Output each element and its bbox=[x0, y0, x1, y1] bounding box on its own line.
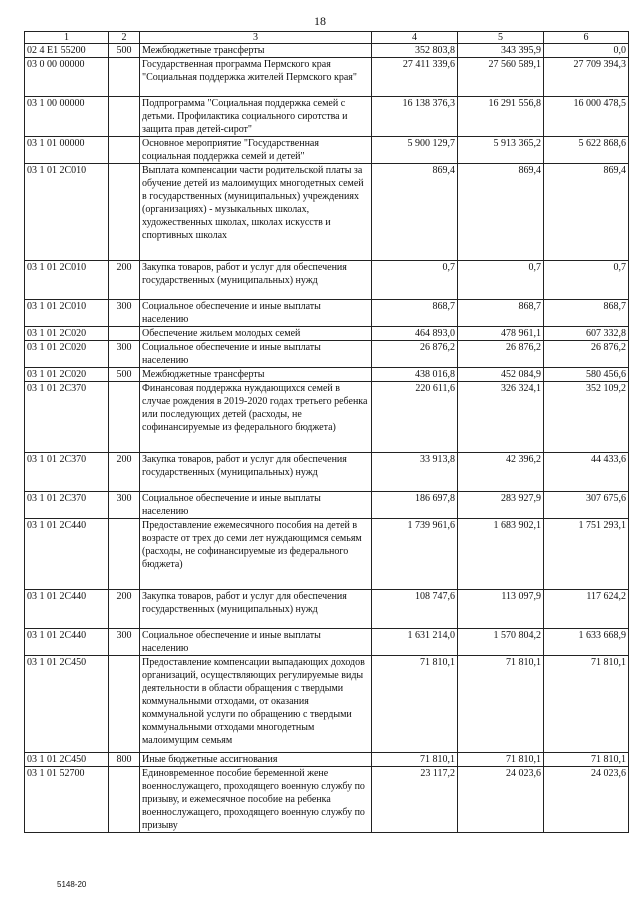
row-description: Предоставление компенсации выпадающих доходов организаций, осуществляющих регулируемые виды деятельности в области обращения с твердыми коммунальными отходами, от оказания коммунальной услуги по обращению с твердыми коммунальными отходами многодетным малоимущим семьям bbox=[140, 656, 372, 753]
row-expense-type: 300 bbox=[109, 492, 140, 519]
row-amount-col4: 186 697,8 bbox=[372, 492, 458, 519]
row-amount-col6: 607 332,8 bbox=[544, 327, 629, 341]
row-code: 03 1 01 2С440 bbox=[25, 519, 109, 590]
table-row bbox=[25, 137, 629, 164]
budget-table bbox=[24, 31, 629, 833]
table-row bbox=[25, 629, 629, 656]
row-amount-col4: 1 631 214,0 bbox=[372, 629, 458, 656]
row-code: 03 1 01 2С450 bbox=[25, 656, 109, 753]
row-description: Подпрограмма "Социальная поддержка семей с детьми. Профилактика социального сиротства и защита прав детей-сирот" bbox=[140, 97, 372, 137]
column-header-2: 2 bbox=[109, 32, 140, 44]
document-footer-code: 5148-20 bbox=[57, 880, 87, 889]
column-header-3: 3 bbox=[140, 32, 372, 44]
table-row bbox=[25, 97, 629, 137]
row-description: Основное мероприятие "Государственная социальная поддержка семей и детей" bbox=[140, 137, 372, 164]
row-expense-type: 200 bbox=[109, 590, 140, 629]
row-amount-col6: 71 810,1 bbox=[544, 656, 629, 753]
row-amount-col6: 0,0 bbox=[544, 44, 629, 58]
row-expense-type: 800 bbox=[109, 753, 140, 767]
row-amount-col4: 0,7 bbox=[372, 261, 458, 300]
row-description: Межбюджетные трансферты bbox=[140, 44, 372, 58]
table-row bbox=[25, 327, 629, 341]
table-row bbox=[25, 341, 629, 368]
row-amount-col5: 1 570 804,2 bbox=[458, 629, 544, 656]
header-row bbox=[25, 32, 629, 44]
row-amount-col5: 5 913 365,2 bbox=[458, 137, 544, 164]
row-description: Социальное обеспечение и иные выплаты населению bbox=[140, 629, 372, 656]
row-amount-col4: 26 876,2 bbox=[372, 341, 458, 368]
row-expense-type bbox=[109, 519, 140, 590]
row-amount-col5: 16 291 556,8 bbox=[458, 97, 544, 137]
row-code: 03 1 01 00000 bbox=[25, 137, 109, 164]
table-row bbox=[25, 44, 629, 58]
row-expense-type: 500 bbox=[109, 368, 140, 382]
row-code: 03 1 01 2С010 bbox=[25, 261, 109, 300]
row-expense-type: 200 bbox=[109, 261, 140, 300]
table-row bbox=[25, 453, 629, 492]
row-amount-col5: 71 810,1 bbox=[458, 753, 544, 767]
row-expense-type: 300 bbox=[109, 300, 140, 327]
row-amount-col4: 108 747,6 bbox=[372, 590, 458, 629]
row-expense-type bbox=[109, 656, 140, 753]
row-expense-type bbox=[109, 767, 140, 833]
table-row bbox=[25, 382, 629, 453]
row-code: 03 1 01 2С010 bbox=[25, 164, 109, 261]
column-header-6: 6 bbox=[544, 32, 629, 44]
row-amount-col5: 452 084,9 bbox=[458, 368, 544, 382]
row-description: Социальное обеспечение и иные выплаты населению bbox=[140, 300, 372, 327]
row-expense-type: 500 bbox=[109, 44, 140, 58]
row-description: Обеспечение жильем молодых семей bbox=[140, 327, 372, 341]
row-amount-col5: 869,4 bbox=[458, 164, 544, 261]
row-amount-col5: 0,7 bbox=[458, 261, 544, 300]
row-description: Предоставление ежемесячного пособия на детей в возрасте от трех до семи лет нуждающимся семьям (расходы, не софинансируемые из федерального бюджета) bbox=[140, 519, 372, 590]
row-description: Финансовая поддержка нуждающихся семей в случае рождения в 2019-2020 годах третьего ребенка или последующих детей (расходы, не софинансируемые из федерального бюджета) bbox=[140, 382, 372, 453]
row-amount-col4: 23 117,2 bbox=[372, 767, 458, 833]
row-amount-col4: 71 810,1 bbox=[372, 753, 458, 767]
row-code: 03 1 01 2С010 bbox=[25, 300, 109, 327]
table-row bbox=[25, 590, 629, 629]
row-amount-col4: 27 411 339,6 bbox=[372, 58, 458, 97]
row-amount-col6: 1 633 668,9 bbox=[544, 629, 629, 656]
row-description: Социальное обеспечение и иные выплаты населению bbox=[140, 341, 372, 368]
row-code: 03 1 01 2С020 bbox=[25, 327, 109, 341]
row-expense-type: 300 bbox=[109, 629, 140, 656]
row-amount-col6: 16 000 478,5 bbox=[544, 97, 629, 137]
page-number: 18 bbox=[314, 14, 326, 28]
row-code: 03 1 00 00000 bbox=[25, 97, 109, 137]
row-amount-col5: 283 927,9 bbox=[458, 492, 544, 519]
table-row bbox=[25, 492, 629, 519]
row-amount-col5: 343 395,9 bbox=[458, 44, 544, 58]
column-header-5: 5 bbox=[458, 32, 544, 44]
row-expense-type bbox=[109, 137, 140, 164]
row-amount-col6: 27 709 394,3 bbox=[544, 58, 629, 97]
row-amount-col4: 352 803,8 bbox=[372, 44, 458, 58]
row-code: 03 1 01 2С020 bbox=[25, 341, 109, 368]
row-amount-col4: 438 016,8 bbox=[372, 368, 458, 382]
table-row bbox=[25, 58, 629, 97]
row-amount-col5: 24 023,6 bbox=[458, 767, 544, 833]
table-row bbox=[25, 261, 629, 300]
row-amount-col6: 868,7 bbox=[544, 300, 629, 327]
row-amount-col5: 478 961,1 bbox=[458, 327, 544, 341]
table-row bbox=[25, 753, 629, 767]
row-amount-col6: 26 876,2 bbox=[544, 341, 629, 368]
row-amount-col5: 1 683 902,1 bbox=[458, 519, 544, 590]
row-amount-col6: 44 433,6 bbox=[544, 453, 629, 492]
row-amount-col6: 24 023,6 bbox=[544, 767, 629, 833]
row-description: Закупка товаров, работ и услуг для обеспечения государственных (муниципальных) нужд bbox=[140, 590, 372, 629]
row-code: 03 1 01 52700 bbox=[25, 767, 109, 833]
row-expense-type bbox=[109, 382, 140, 453]
row-amount-col5: 326 324,1 bbox=[458, 382, 544, 453]
table-row bbox=[25, 519, 629, 590]
row-amount-col5: 27 560 589,1 bbox=[458, 58, 544, 97]
row-amount-col5: 42 396,2 bbox=[458, 453, 544, 492]
row-description: Государственная программа Пермского края "Социальная поддержка жителей Пермского края" bbox=[140, 58, 372, 97]
row-amount-col6: 5 622 868,6 bbox=[544, 137, 629, 164]
row-code: 03 1 01 2С020 bbox=[25, 368, 109, 382]
row-description: Социальное обеспечение и иные выплаты населению bbox=[140, 492, 372, 519]
row-amount-col6: 869,4 bbox=[544, 164, 629, 261]
row-code: 03 1 01 2С450 bbox=[25, 753, 109, 767]
table-row bbox=[25, 164, 629, 261]
row-expense-type bbox=[109, 327, 140, 341]
row-expense-type: 200 bbox=[109, 453, 140, 492]
row-description: Межбюджетные трансферты bbox=[140, 368, 372, 382]
row-code: 03 1 01 2С370 bbox=[25, 382, 109, 453]
table-row bbox=[25, 767, 629, 833]
row-amount-col6: 352 109,2 bbox=[544, 382, 629, 453]
row-amount-col5: 26 876,2 bbox=[458, 341, 544, 368]
row-amount-col5: 71 810,1 bbox=[458, 656, 544, 753]
row-code: 03 0 00 00000 bbox=[25, 58, 109, 97]
row-code: 03 1 01 2С370 bbox=[25, 492, 109, 519]
row-code: 02 4 E1 55200 bbox=[25, 44, 109, 58]
row-amount-col4: 868,7 bbox=[372, 300, 458, 327]
column-header-4: 4 bbox=[372, 32, 458, 44]
column-header-1: 1 bbox=[25, 32, 109, 44]
table-row bbox=[25, 656, 629, 753]
row-expense-type bbox=[109, 164, 140, 261]
row-code: 03 1 01 2С440 bbox=[25, 629, 109, 656]
row-amount-col6: 117 624,2 bbox=[544, 590, 629, 629]
row-code: 03 1 01 2С440 bbox=[25, 590, 109, 629]
row-amount-col4: 16 138 376,3 bbox=[372, 97, 458, 137]
row-amount-col4: 464 893,0 bbox=[372, 327, 458, 341]
row-amount-col4: 1 739 961,6 bbox=[372, 519, 458, 590]
row-description: Единовременное пособие беременной жене военнослужащего, проходящего военную службу по призыву, и ежемесячное пособие на ребенка военнослужащего, проходящего военную службу по призыву bbox=[140, 767, 372, 833]
row-amount-col4: 869,4 bbox=[372, 164, 458, 261]
row-amount-col6: 307 675,6 bbox=[544, 492, 629, 519]
row-amount-col4: 220 611,6 bbox=[372, 382, 458, 453]
row-amount-col4: 71 810,1 bbox=[372, 656, 458, 753]
row-description: Иные бюджетные ассигнования bbox=[140, 753, 372, 767]
row-expense-type: 300 bbox=[109, 341, 140, 368]
row-amount-col6: 1 751 293,1 bbox=[544, 519, 629, 590]
row-description: Закупка товаров, работ и услуг для обеспечения государственных (муниципальных) нужд bbox=[140, 261, 372, 300]
row-description: Выплата компенсации части родительской платы за обучение детей из малоимущих многодетных семей в государственных (муниципальных) учреждениях (организациях) - музыкальных школах, художественных школах, школах искусств и спортивных школах bbox=[140, 164, 372, 261]
table-row bbox=[25, 368, 629, 382]
row-amount-col4: 5 900 129,7 bbox=[372, 137, 458, 164]
row-amount-col6: 580 456,6 bbox=[544, 368, 629, 382]
row-description: Закупка товаров, работ и услуг для обеспечения государственных (муниципальных) нужд bbox=[140, 453, 372, 492]
row-amount-col5: 113 097,9 bbox=[458, 590, 544, 629]
row-amount-col5: 868,7 bbox=[458, 300, 544, 327]
table-row bbox=[25, 300, 629, 327]
row-amount-col6: 71 810,1 bbox=[544, 753, 629, 767]
row-expense-type bbox=[109, 58, 140, 97]
row-expense-type bbox=[109, 97, 140, 137]
row-amount-col6: 0,7 bbox=[544, 261, 629, 300]
row-amount-col4: 33 913,8 bbox=[372, 453, 458, 492]
row-code: 03 1 01 2С370 bbox=[25, 453, 109, 492]
